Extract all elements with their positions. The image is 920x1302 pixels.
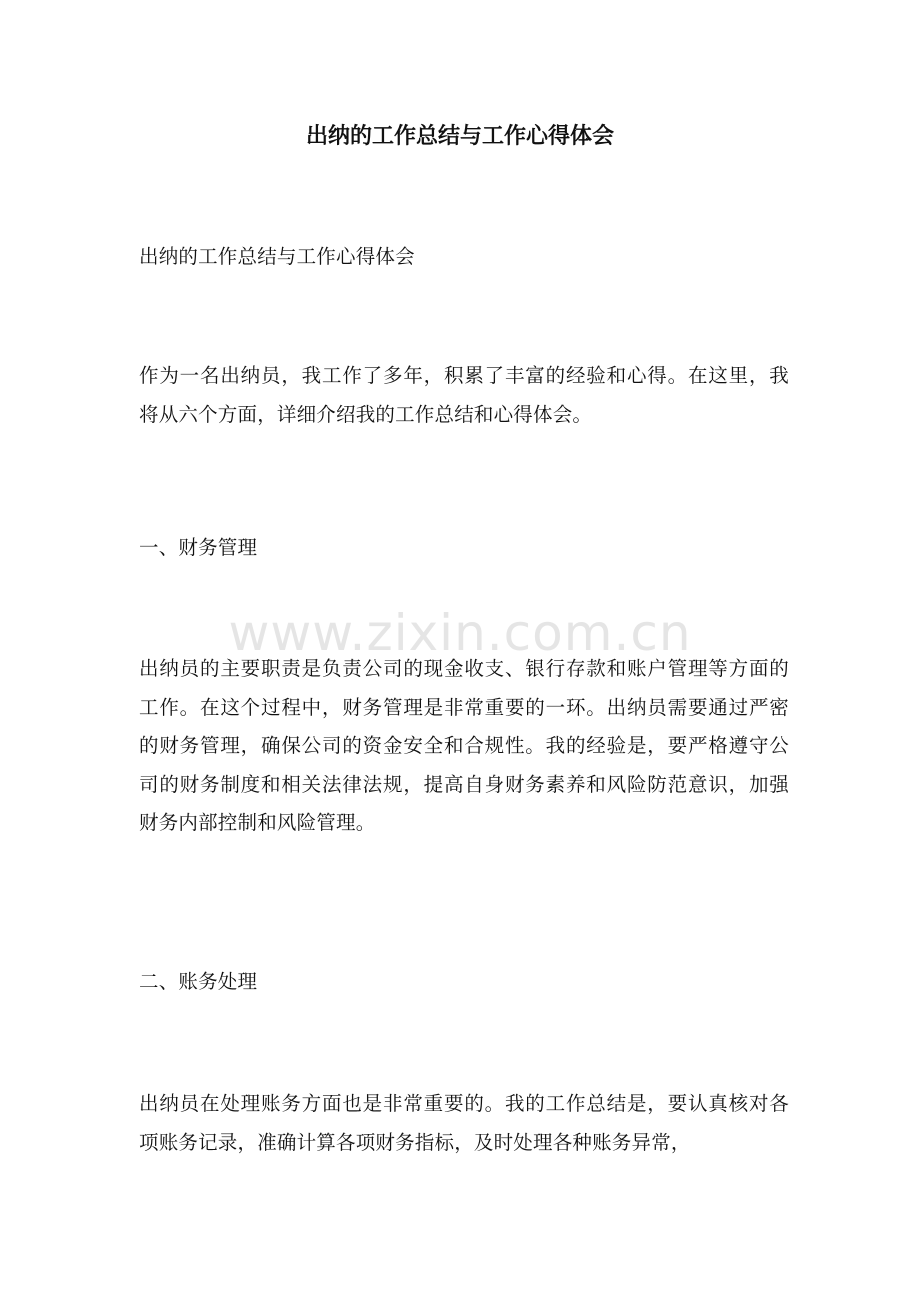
section-body-accounting: 出纳员在处理账务方面也是非常重要的。我的工作总结是，要认真核对各项账务记录，准确计算各项财务指标，及时处理各种账务异常， — [139, 1092, 789, 1154]
document-title: 出纳的工作总结与工作心得体会 — [305, 123, 614, 149]
intro-paragraph: 作为一名出纳员，我工作了多年，积累了丰富的经验和心得。在这里，我将从六个方面，详细介绍我的工作总结和心得体会。 — [139, 364, 789, 426]
section-body-finance-management: 出纳员的主要职责是负责公司的现金收支、银行存款和账户管理等方面的工作。在这个过程中，财务管理是非常重要的一环。出纳员需要通过严密的财务管理，确保公司的资金安全和合规性。我的经验是，要严格遵守公司的财务制度和相关法律法规，提高自身财务素养和风险防范意识，加强财务内部控制和风险管理。 — [139, 657, 789, 834]
section-heading-finance-management: 一、财务管理 — [139, 536, 258, 559]
watermark-text: www.zixin.com.cn — [228, 604, 692, 662]
document-subtitle: 出纳的工作总结与工作心得体会 — [139, 245, 415, 268]
section-heading-accounting: 二、账务处理 — [139, 970, 258, 993]
